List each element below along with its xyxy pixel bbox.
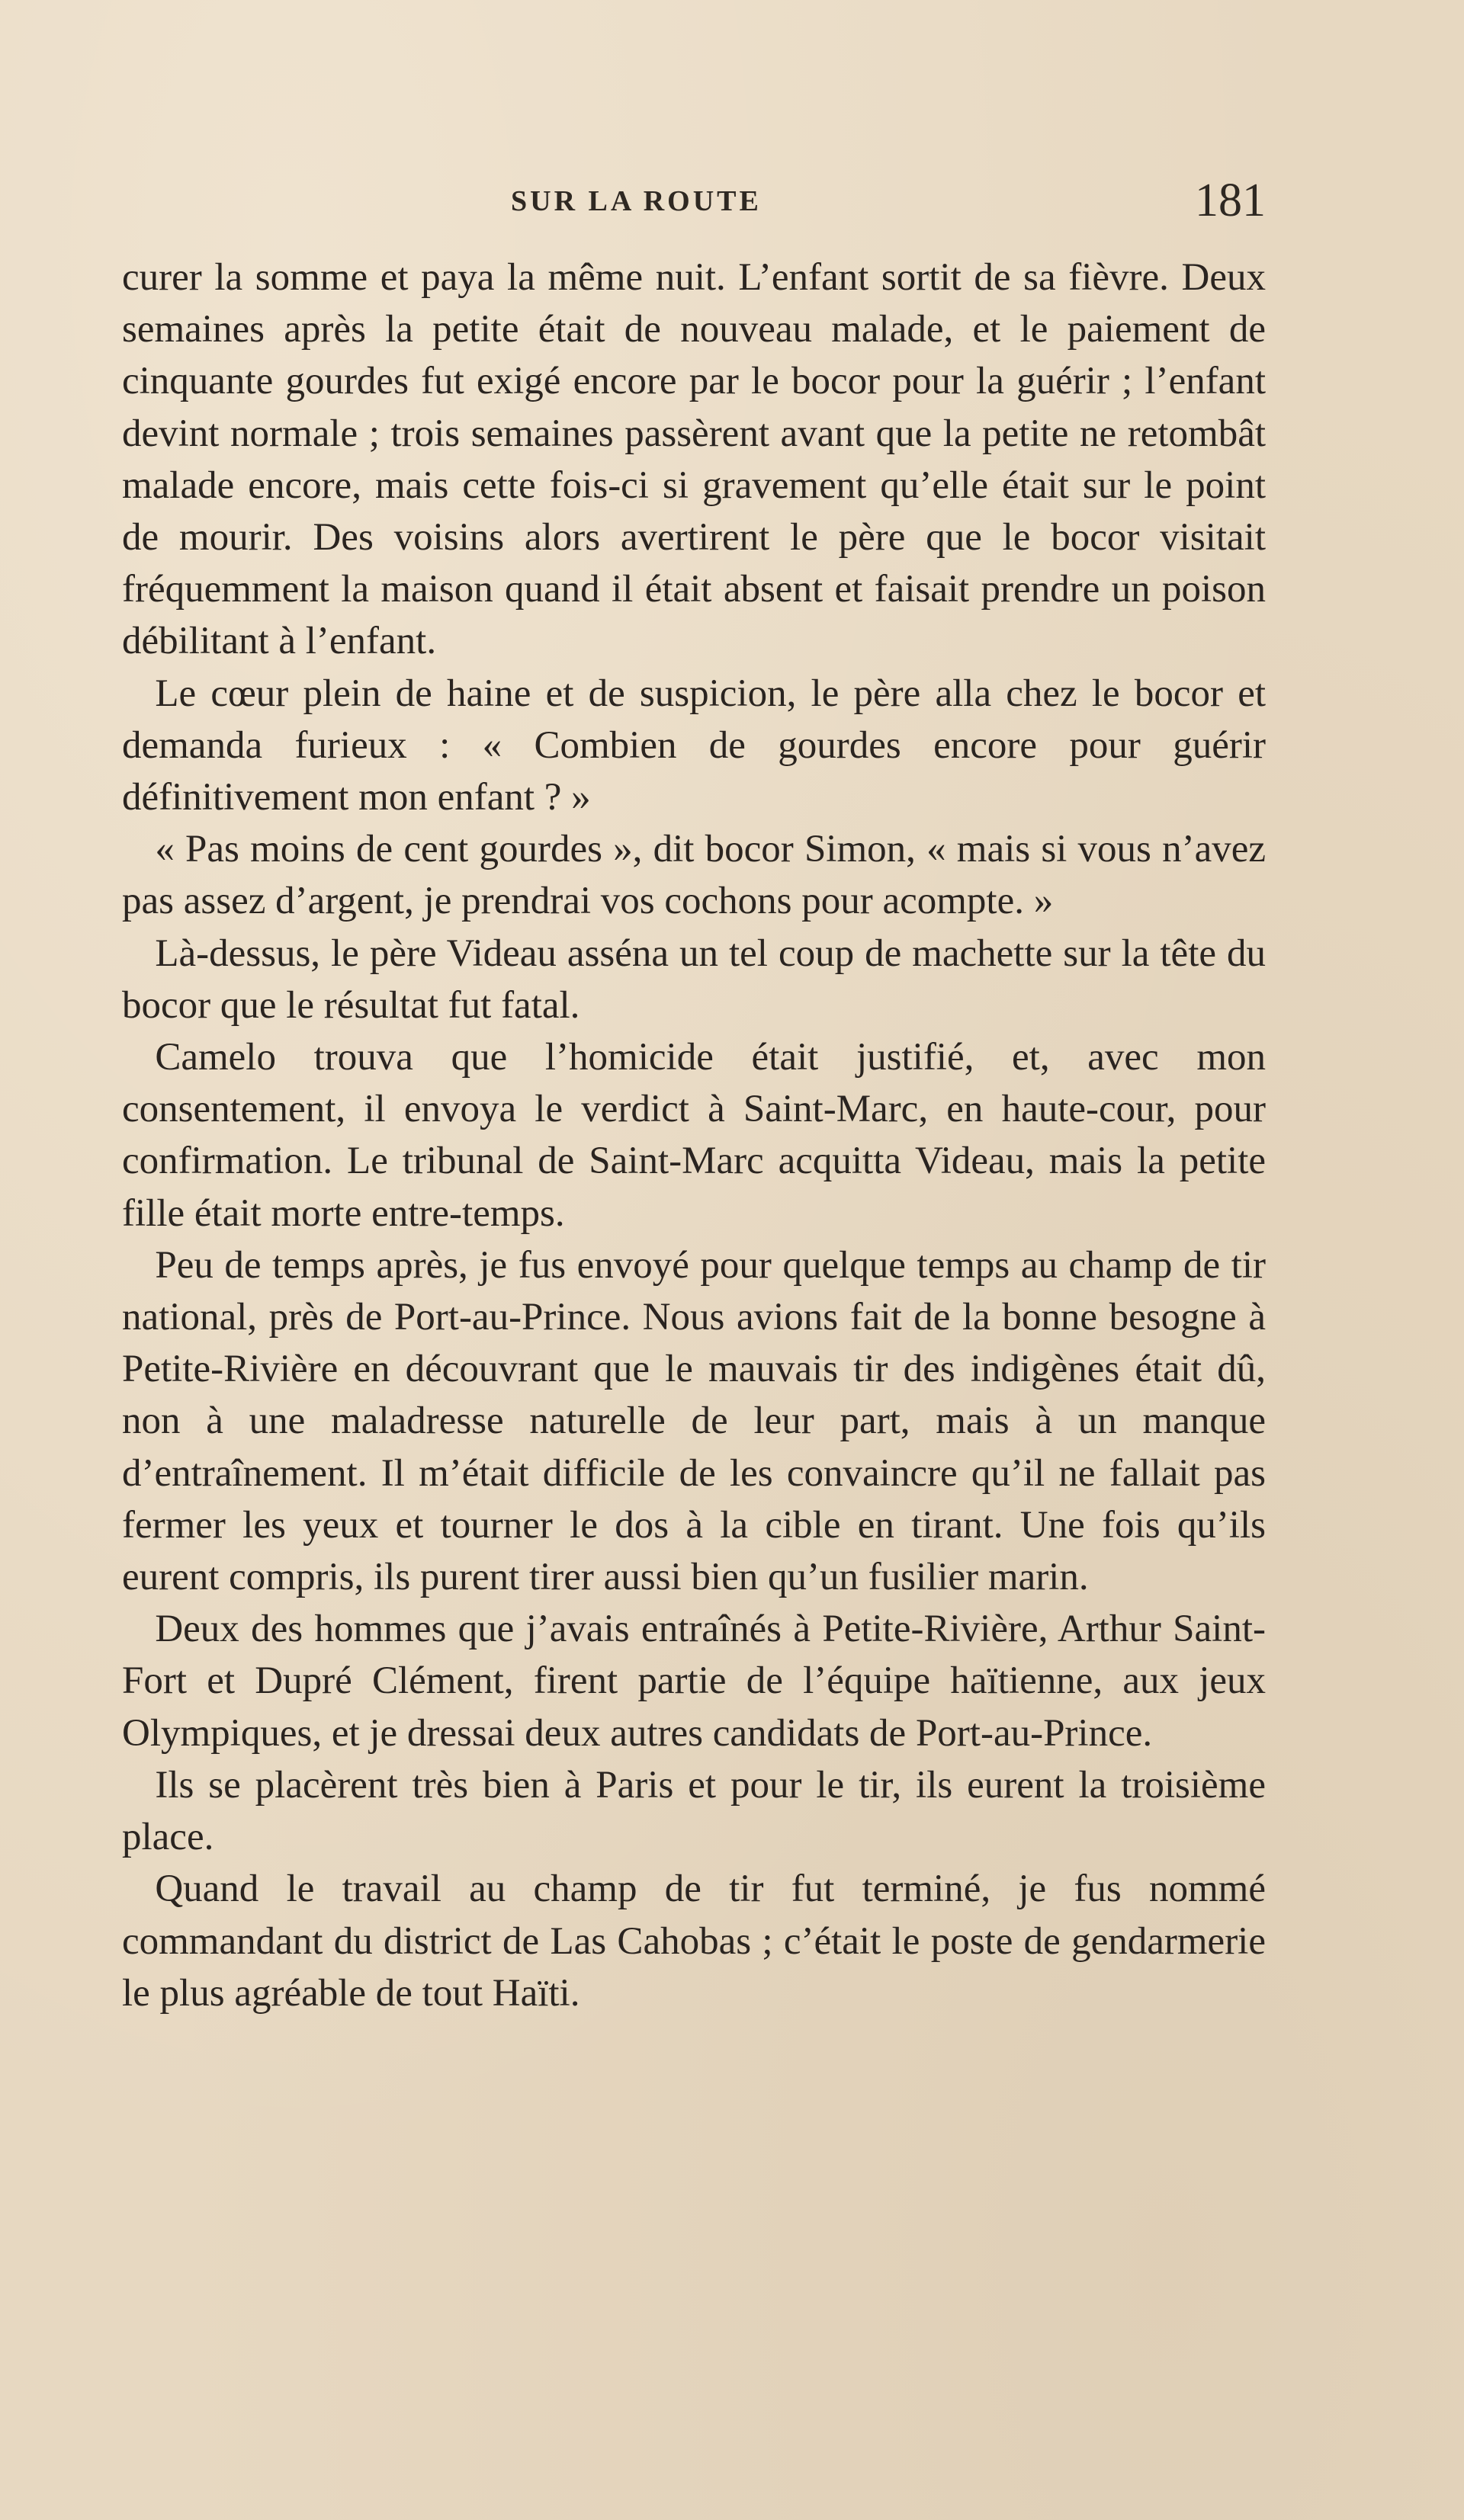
paragraph-9: Quand le travail au champ de tir fut terminé, je fus nommé commandant du district de Las Cahobas ; c’était le poste de gendarmerie le plus agréable de tout Haïti.	[122, 1868, 1266, 2015]
body-text	[122, 252, 1266, 2019]
running-title: SUR LA ROUTE	[511, 185, 762, 217]
paragraph-3: « Pas moins de cent gourdes », dit bocor Simon, « mais si vous n’avez pas assez d’argent, je prendrai vos cochons pour acompte. »	[122, 828, 1266, 923]
paragraph-7: Deux des hommes que j’avais entraînés à Petite-Rivière, Arthur Saint-Fort et Dupré Clément, firent partie de l’équipe haïtienne, aux jeux Olympiques, et je dressai deux autres candidats de Port-au-Prince.	[122, 1608, 1266, 1755]
page-number: 181	[1195, 175, 1266, 226]
paragraph-8: Ils se placèrent très bien à Paris et pour le tir, ils eurent la troisième place.	[122, 1763, 1266, 1859]
paragraph-4: Là-dessus, le père Videau asséna un tel coup de machette sur la tête du bocor que le résultat fut fatal.	[122, 931, 1266, 1027]
paragraph-6: Peu de temps après, je fus envoyé pour quelque temps au champ de tir national, près de Port-au-Prince. Nous avions fait de la bonne besogne à Petite-Rivière en découvrant que le mauvais tir des indigènes était dû, non à une maladresse naturelle de leur part, mais à un manque d’entraînement. Il m’était difficile de les convaincre qu’il ne fallait pas fermer les yeux et tourner le dos à la cible en tirant. Une fois qu’ils eurent compris, ils purent tirer aussi bien qu’un fusilier marin.	[122, 1243, 1266, 1599]
paragraph-2: Le cœur plein de haine et de suspicion, le père alla chez le bocor et demanda furieux : « Combien de gourdes encore pour guérir définitivement mon enfant ? »	[122, 672, 1266, 819]
running-head	[122, 174, 1266, 235]
paragraph-1: curer la somme et paya la même nuit. L’enfant sortit de sa fièvre. Deux semaines après la petite était de nouveau malade, et le paiement de cinquante gourdes fut exigé encore par le bocor pour la guérir ; l’enfant devint normale ; trois semaines passèrent avant que la petite ne retombât malade encore, mais cette fois-ci si gravement qu’elle était sur le point de mourir. Des voisins alors avertirent le père que le bocor visitait fréquemment la maison quand il était absent et faisait prendre un poison débilitant à l’enfant.	[122, 256, 1266, 663]
paragraph-5: Camelo trouva que l’homicide était justifié, et, avec mon consentement, il envoya le verdict à Saint-Marc, en haute-cour, pour confirmation. Le tribunal de Saint-Marc acquitta Videau, mais la petite fille était morte entre-temps.	[122, 1036, 1266, 1235]
